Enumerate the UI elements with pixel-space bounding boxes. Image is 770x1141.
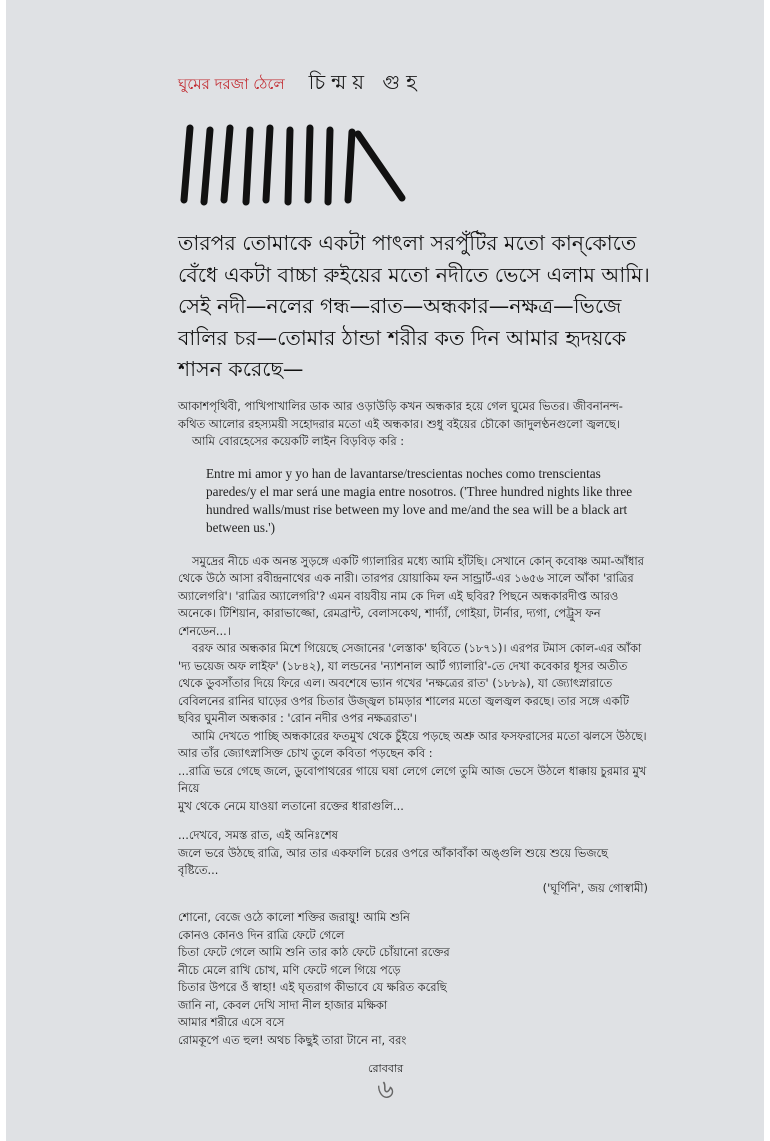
lead-line: শাসন করেছে— (178, 357, 304, 381)
lead-line: সেই নদী—নলের গন্ধ—রাত—অন্ধকার—নক্ষত্র—ভিজে (178, 294, 622, 318)
quote-line: নিয়ে (178, 781, 200, 795)
poem-quote-2 (178, 827, 648, 897)
page-footer (368, 1060, 404, 1105)
body-paragraph: বরফ আর অন্ধকার মিশে গিয়েছে সেজানের 'লেস্তাক' ছবিতে (১৮৭১)। এরপর টমাস কোল-এর আঁকা 'দ্য ভয়েজ অফ লাইফ' (১৮৪২), যা লন্ডনের 'ন্যাশনাল আর্ট গ্যালারি'-তে দেখা কবেকার ধূসর অতীত থেকে ডুবসাঁতার দিয়ে ফিরে এল। অবশেষে ভ্যান গখের 'নক্ষত্রের রাত' (১৮৮৯), যা জ্যোৎস্নারাতে বেবিলনের রানির ঘাড়ের ওপর চিতার উজ্জ্বল চামড়ার শালের মতো জ্বলজ্বল করছে। তার সঙ্গে একটি ছবির ঘুমনীল অন্ধকার : 'রোন নদীর ওপর নক্ষত্ররাত'। (178, 641, 642, 725)
article-body (178, 398, 648, 1049)
quote-line: ...রাত্রি ভরে গেছে জলে, ডুবোপাথরের গায়ে ঘষা লেগে লেগে তুমি আজ ভেসে উঠলে ধাক্কায় চুরমার মুখ (178, 763, 647, 778)
article-header (178, 68, 423, 101)
magazine-name: রোববার (368, 1062, 404, 1075)
poem-line: রোমকূপে এত হুল! অথচ কিছুই তারা টানে না, বরং (178, 1032, 407, 1047)
poem-line: জানি না, কেবল দেখি সাদা নীল হাজার মক্ষিকা (178, 997, 388, 1012)
tally-marks-illustration (176, 120, 416, 210)
quote-line: মুখ থেকে নেমে যাওয়া লতানো রক্তের ধারাগুলি... (178, 798, 404, 813)
page-number: ৬ (377, 1075, 395, 1105)
quote-line: ...দেখবে, সমস্ত রাত, এই অনিঃশেষ (178, 828, 338, 842)
lead-line: তারপর তোমাকে একটা পাৎলা সরপুঁটির মতো কান্‌কোতে (178, 231, 637, 255)
poem-line: কোনও কোনও দিন রাত্রি ফেটে গেলে (178, 927, 345, 942)
poem-line: চিতার উপরে ওঁ স্বাহা! এই ঘৃতরাগ কীভাবে যে ক্ষরিত করেছি (178, 980, 447, 994)
quote-line: জলে ভরে উঠছে রাত্রি, আর তার একফালি চরের ওপরে আঁকাবাঁকা অঙ্গুলি শুয়ে শুয়ে ভিজছে বৃষ্টিতে... (178, 845, 608, 877)
lead-paragraph (178, 228, 678, 386)
lead-line: বালির চর—তোমার ঠান্ডা শরীর কত দিন আমার হৃদয়কে (178, 325, 627, 350)
magazine-page (6, 0, 764, 1141)
series-title: ঘুমের দরজা ঠেলে (178, 75, 285, 93)
borges-quote: Entre mi amor y yo han de lavantarse/trescientas noches como trenscientas paredes/y el mar será une magia entre nosotros. ('Three hundred nights like three hundred walls/must rise between my love and me/and the sea will be a black art between us.') (206, 465, 633, 535)
body-paragraph: সমুদ্রের নীচে এক অনন্ত সুড়ঙ্গে একটি গ্যালারির মধ্যে আমি হাঁটছি। সেখানে কোন্ কবোষ্ণ অমা-আঁধার থেকে উঠে আসা রবীন্দ্রনাথের এক নারী। তারপর য়োয়াকিম ফন সান্ড্রার্ট-এর ১৬৫৬ সালে আঁকা 'রাত্রির অ্যালেগরি'। 'রাত্রির অ্যালেগরি'? এমন বায়বীয় নাম কে দিল এই ছবির? পিছনে অন্ধকারদীপ্ত আরও অনেকে। টিশিয়ান, কারাভাজ্জো, রেমব্রান্ট, বেলাসকেথ, শার্দ্যাঁ, গোইয়া, টার্নার, দ্যগা, পেট্রুস ফন শেনডেন...। (178, 553, 644, 638)
poem-block (178, 909, 648, 1049)
body-paragraph: আকাশপৃথিবী, পাখিপাখালির ডাক আর ওড়াউড়ি কখন অন্ধকার হয়ে গেল ঘুমের ভিতর। জীবনানন্দ-কথিত আলোর রহস্যময়ী সহোদরার মতো এই অন্ধকার। শুধু বইয়ের চৌকো জাদুলণ্ঠনগুলো জ্বলছে। (178, 399, 623, 431)
poem-line: চিতা ফেটে গেলে আমি শুনি তার কাঠ ফেটে চোঁয়ানো রক্তের (178, 945, 450, 959)
poem-line: নীচে মেলে রাখি চোখ, মণি ফেটে গলে গিয়ে পড়ে (178, 962, 401, 977)
lead-line: বেঁধে একটা বাচ্চা রুইয়ের মতো নদীতে ভেসে এলাম আমি। (178, 262, 650, 287)
poem-line: শোনো, বেজে ওঠে কালো শক্তির জরায়ু! আমি শুনি (178, 910, 410, 924)
poem-quote-1 (178, 763, 648, 816)
body-paragraph: আমি বোরহেসের কয়েকটি লাইন বিড়বিড় করি : (192, 434, 405, 448)
author-name: চিন্ময় গুহ (308, 70, 423, 94)
poem-line: আমার শরীরে এসে বসে (178, 1015, 285, 1029)
quote-attribution: ('ঘূর্ণিনি', জয় গোস্বামী) (542, 880, 648, 895)
body-paragraph: আমি দেখতে পাচ্ছি অন্ধকারের ফতমুখ থেকে চুঁইয়ে পড়ছে অশ্রু আর ফসফরাসের মতো ঝলসে উঠছে। আর তাঁর জ্যোৎস্নাসিক্ত চোখ তুলে কবিতা পড়ছেন কবি : (178, 728, 647, 760)
